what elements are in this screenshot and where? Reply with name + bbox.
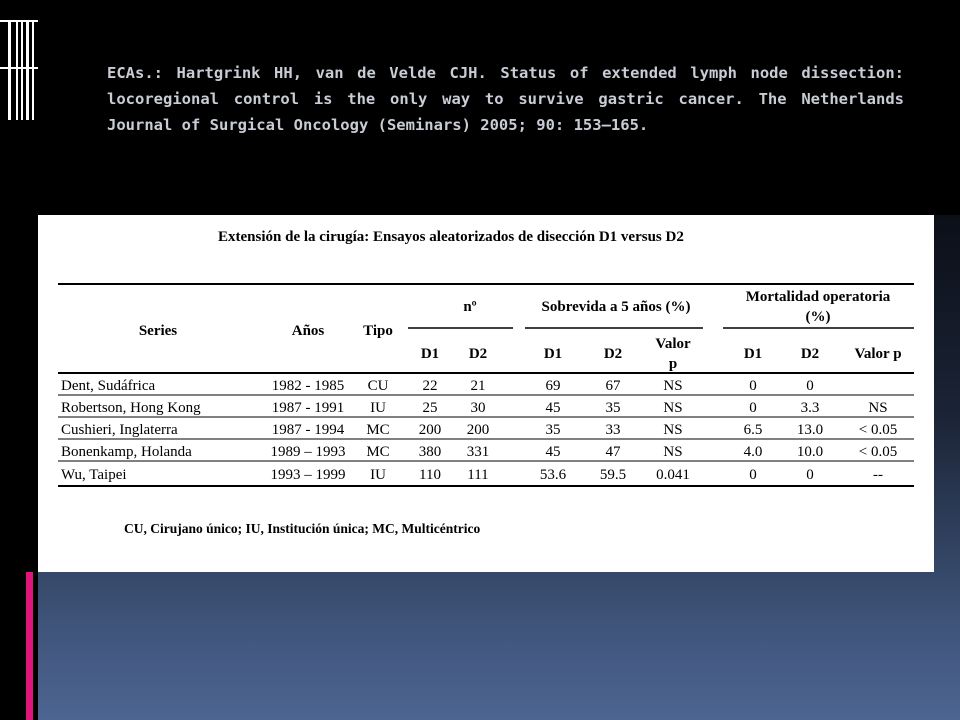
cell-m-d2: 0	[806, 467, 814, 483]
cell-series: Cushieri, Inglaterra	[61, 422, 178, 438]
cell-m-d1: 4.0	[743, 444, 763, 460]
header-series: Series	[138, 323, 178, 339]
cell-m-d1: 0	[749, 378, 757, 394]
table-row	[61, 400, 888, 416]
cell-s-p: NS	[663, 422, 683, 438]
table-row	[61, 467, 883, 483]
cell-m-d2: 10.0	[796, 444, 824, 460]
cell-n-d2: 21	[470, 378, 486, 394]
cell-anos: 1982 - 1985	[271, 378, 345, 394]
cell-s-d2: 47	[605, 444, 621, 460]
decorative-crosslines	[0, 20, 38, 120]
header-mortality-unit: (%)	[805, 309, 831, 325]
accent-bar	[26, 572, 33, 720]
trials-table	[58, 283, 914, 488]
cell-tipo: MC	[366, 422, 390, 438]
cell-m-p: < 0.05	[858, 444, 898, 460]
header-mortality-d2: D2	[800, 346, 820, 362]
cell-s-p: NS	[663, 400, 683, 416]
table-footnote: CU, Cirujano único; IU, Institución única; MC, Multicéntrico	[124, 521, 481, 536]
table-row	[61, 444, 897, 460]
header-survival-valor: Valor	[655, 336, 691, 352]
cell-anos: 1987 - 1994	[271, 422, 345, 438]
cell-m-d1: 6.5	[743, 422, 763, 438]
cell-anos: 1989 – 1993	[270, 444, 346, 460]
cell-anos: 1987 - 1991	[271, 400, 345, 416]
cell-s-p: NS	[663, 444, 683, 460]
cell-tipo: CU	[367, 378, 389, 394]
cell-s-d1: 69	[545, 378, 561, 394]
header-survival-d1: D1	[543, 346, 563, 362]
table-title: Extensión de la cirugía: Ensayos aleatorizados de disección D1 versus D2	[218, 229, 684, 245]
cell-s-d2: 35	[605, 400, 621, 416]
cell-s-d1: 45	[545, 444, 561, 460]
cell-n-d2: 111	[467, 467, 489, 483]
table-body	[61, 378, 897, 483]
cell-n-d1: 25	[422, 400, 438, 416]
header-mortality-d1: D1	[743, 346, 763, 362]
table-row	[61, 422, 897, 438]
header-n-d1: D1	[420, 346, 440, 362]
cell-anos: 1993 – 1999	[270, 467, 346, 483]
cell-m-d1: 0	[749, 400, 757, 416]
cell-n-d2: 331	[466, 444, 490, 460]
cell-m-d2: 13.0	[796, 422, 824, 438]
header-mortality: Mortalidad operatoria	[745, 289, 891, 305]
cell-m-p: NS	[868, 400, 888, 416]
cell-n-d2: 30	[470, 400, 486, 416]
cell-tipo: IU	[370, 400, 386, 416]
cell-s-p: NS	[663, 378, 683, 394]
cell-m-d1: 0	[749, 467, 757, 483]
table-image	[38, 215, 934, 572]
cell-tipo: IU	[370, 467, 386, 483]
cell-s-p: 0.041	[656, 467, 690, 483]
cell-s-d2: 33	[605, 422, 621, 438]
citation-text: ECAs.: Hartgrink HH, van de Velde CJH. Status of extended lymph node dissection: locoregional control is the only way to survive gastric cancer. The Netherlands Journal of Surgical Oncology (Seminars) 2005; 90: 153–165.	[107, 64, 904, 134]
cell-series: Dent, Sudáfrica	[61, 378, 156, 394]
cell-s-d1: 45	[545, 400, 561, 416]
cell-s-d1: 35	[545, 422, 561, 438]
cell-m-p: --	[873, 467, 883, 483]
header-mortality-valor-p: Valor p	[854, 346, 902, 362]
table-row	[61, 378, 814, 394]
header-n-d2: D2	[468, 346, 488, 362]
cell-m-d2: 0	[806, 378, 814, 394]
header-tipo: Tipo	[363, 323, 393, 339]
cell-s-d1: 53.6	[539, 467, 567, 483]
cell-n-d2: 200	[466, 422, 490, 438]
cell-series: Robertson, Hong Kong	[61, 400, 201, 416]
cell-s-d2: 59.5	[599, 467, 627, 483]
header-survival-d2: D2	[603, 346, 623, 362]
header-survival-p: p	[668, 356, 678, 372]
header-anos: Años	[291, 323, 325, 339]
cell-n-d1: 22	[422, 378, 438, 394]
cell-n-d1: 110	[419, 467, 441, 483]
header-survival: Sobrevida a 5 años (%)	[541, 299, 691, 315]
cell-n-d1: 200	[418, 422, 442, 438]
cell-m-d2: 3.3	[800, 400, 820, 416]
cell-series: Bonenkamp, Holanda	[61, 444, 192, 460]
cell-n-d1: 380	[418, 444, 442, 460]
cell-m-p: < 0.05	[858, 422, 898, 438]
cell-series: Wu, Taipei	[61, 467, 127, 483]
cell-s-d2: 67	[605, 378, 621, 394]
cell-tipo: MC	[366, 444, 390, 460]
header-n: nº	[463, 299, 477, 315]
